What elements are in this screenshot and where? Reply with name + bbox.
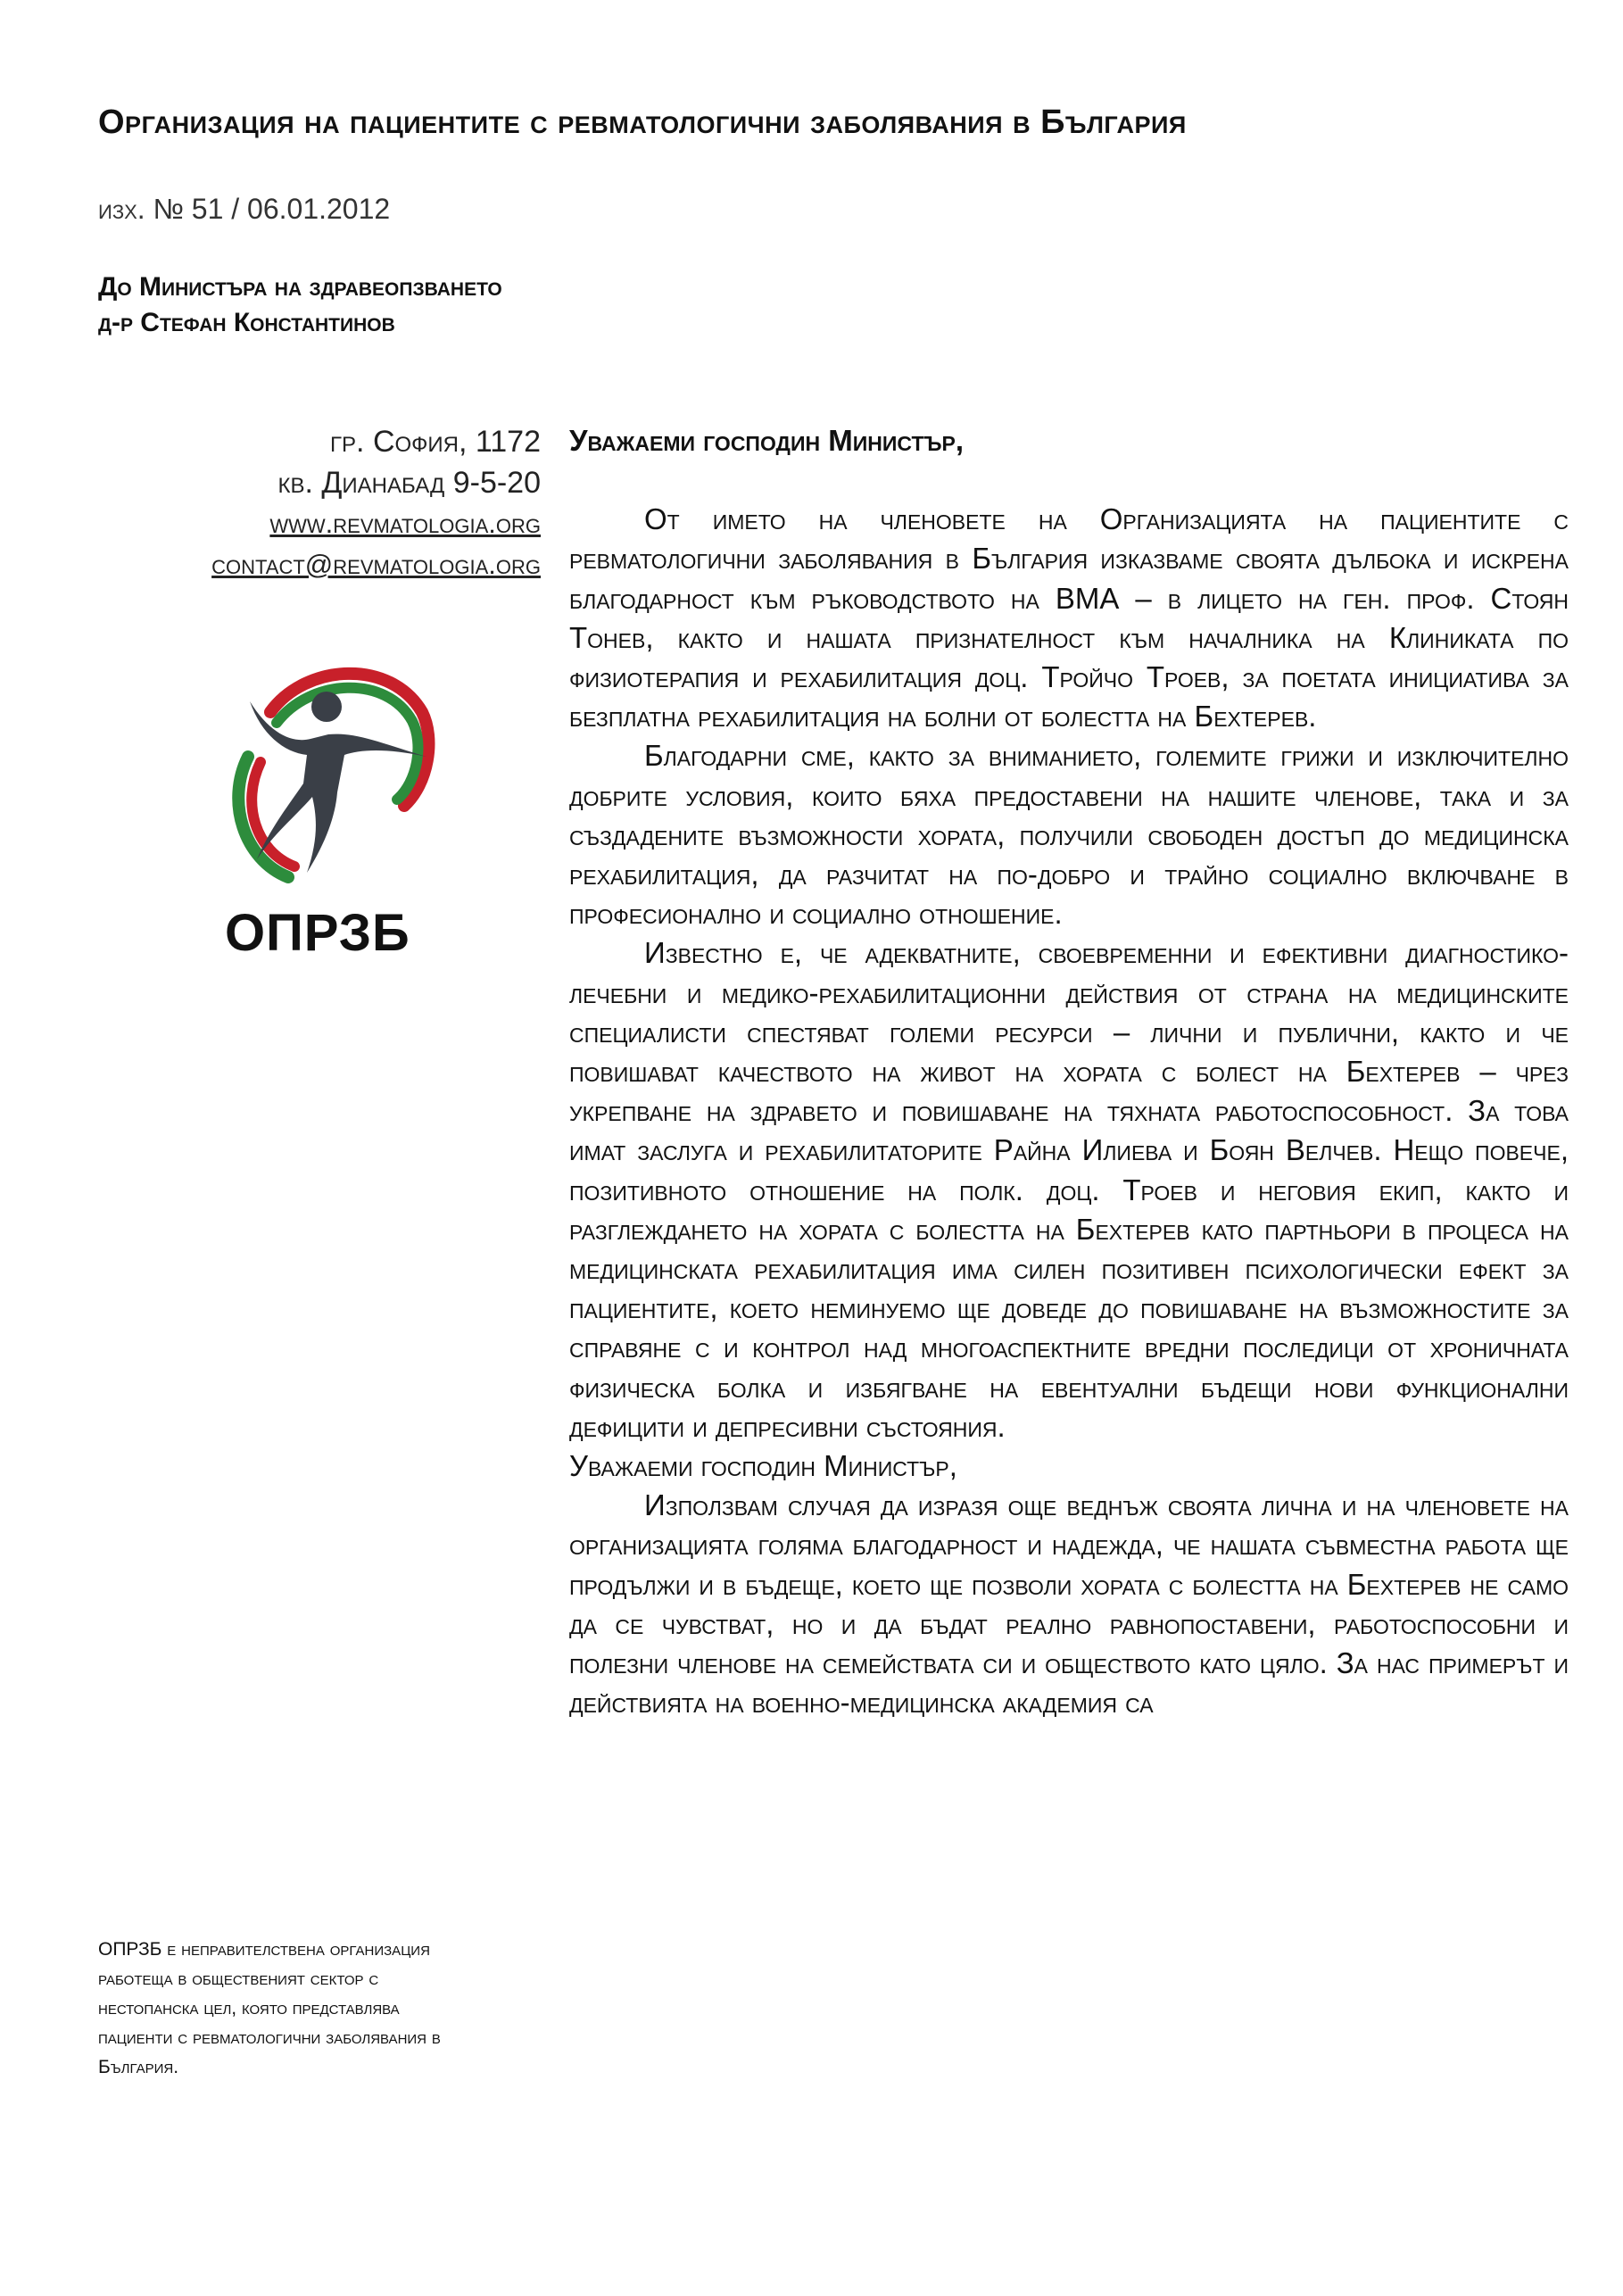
address-street: кв. Дианабад 9-5-20	[277, 466, 541, 500]
paragraph-3: Известно е, че адекватните, своевременни и ефективни диагностико-лечебни и медико-рехабилитационни действия от страна на медицинските специалисти спестяват големи ресурси – лични и публични, както и че повишават качеството на живот на хората с болест на Бехтерев – чрез укрепване на здравето и повишаване на тяхната работоспособност. За това имат заслуга и рехабилитаторите Райна Илиева и Боян Велчев. Нещо повече, позитивното отношение на полк. доц. Троев и неговия екип, както и разглеждането на хората с болестта на Бехтерев като партньори в процеса на медицинската рехабилитация има силен позитивен психологически ефект за пациентите, което неминуемо ще доведе до повишаване на възможностите за справяне с и контрол над многоаспектните вредни последици от хроничната физическа болка и избягване на евентуални бъдещи нови функционални дефицити и депресивни състояния.	[569, 936, 1569, 1443]
website-link[interactable]: www.revmatologia.org	[269, 508, 541, 539]
address-block	[89, 421, 541, 585]
paragraph-final: Използвам случая да изразя още веднъж своята лична и на членовете на организацията голяма благодарност и надежда, че нашата съвместна работа ще продължи и в бъдеще, което ще позволи хората с болестта на Бехтерев не само да се чувстват, но и да бъдат реално равнопоставени, работоспособни и полезни членове на семействата си и обществото като цяло. За нас примерът и действията на военно-медицинска академия са	[569, 1488, 1569, 1720]
email-link[interactable]: contact@revmatologia.org	[211, 549, 541, 580]
reference-number: изх. № 51 / 06.01.2012	[98, 193, 391, 225]
recipient-line-1: До Министъра на здравеопзването	[98, 272, 502, 302]
salutation: Уважаеми господин Министър,	[569, 424, 965, 457]
recipient-block	[98, 269, 502, 341]
letter-body	[569, 421, 1569, 1723]
paragraph-1: От името на членовете на Организацията на пациентите с ревматологични заболявания в България изказваме своята дълбока и искрена благодарност към ръководството на ВМА – в лицето на ген. проф. Стоян Тонев, както и нашата признателност към началника на Клиниката по физиотерапия и рехабилитация доц. Тройчо Троев, за поетата инициатива за безплатна рехабилитация на болни от болестта на Бехтерев.	[569, 502, 1569, 734]
paragraph-2: Благодарни сме, както за вниманието, големите грижи и изключително добрите условия, които бяха предоставени на нашите членове, така и за създадените възможности хората, получили свободен достъп до медицинска рехабилитация, да разчитат на по-добро и трайно социално включване в професионално и социално отношение.	[569, 739, 1569, 931]
salutation-2: Уважаеми господин Министър,	[569, 1449, 957, 1483]
logo-text: ОПРЗБ	[225, 904, 410, 962]
organization-title: Организация на пациентите с ревматологични заболявания в България	[98, 104, 1187, 141]
address-city: гр. София, 1172	[330, 425, 541, 459]
organization-logo	[221, 650, 444, 899]
recipient-line-2: д-р Стефан Константинов	[98, 308, 395, 337]
organization-description: ОПРЗБ е неправителствена организация работеща в общественият сектор с нестопанска цел, която представлява пациенти с ревматологични заболявания в България.	[98, 1939, 441, 2077]
